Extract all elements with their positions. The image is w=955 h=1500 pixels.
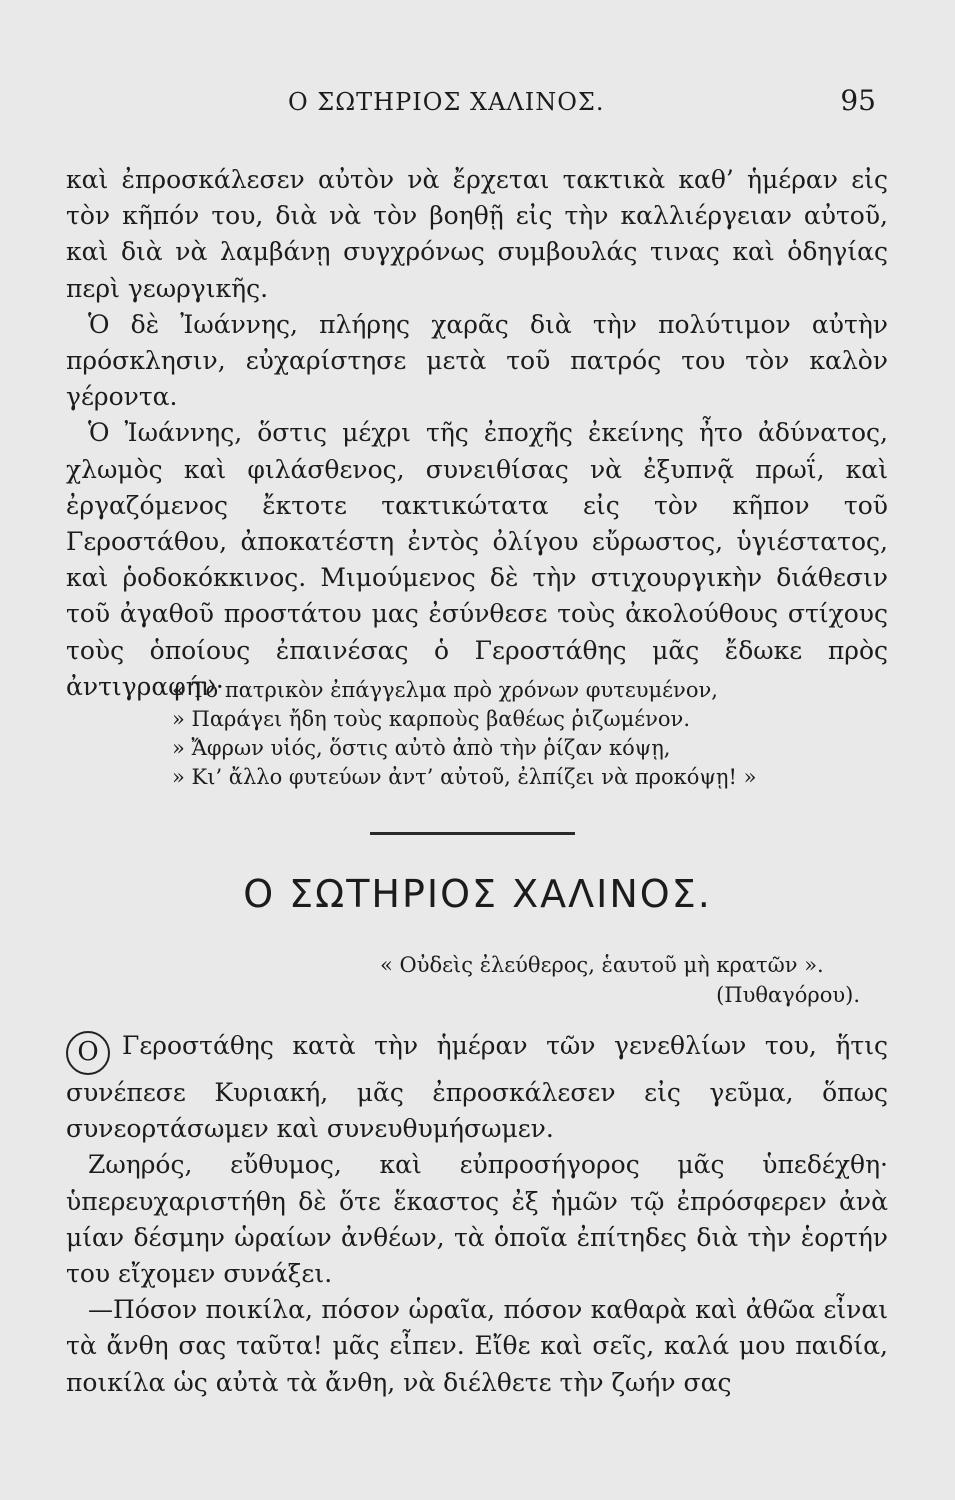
verse-line: » Κι’ ἄλλο φυτεύων ἀντ’ αὐτοῦ, ἐλπίζει νὰ προκόψῃ! » <box>172 765 757 789</box>
page-header <box>68 82 876 122</box>
paragraph-welcome: Ζωηρός, εὔθυμος, καὶ εὐπροσήγορος μᾶς ὑπεδέχθη· ὑπερευχαριστήθη δὲ ὅτε ἕκαστος ἐξ ἡμῶν τῷ ἐπρόσφερεν ἀνὰ μίαν δέσμην ὡραίων ἀνθέων, τὰ ὁποῖα ἐπίτηδες διὰ τὴν ἑορτήν του εἴχομεν συνάξει. <box>66 1150 888 1289</box>
paragraph-gratitude: Ὁ δὲ Ἰωάννης, πλήρης χαρᾶς διὰ τὴν πολύτιμον αὐτὴν πρόσκλησιν, εὐχαρίστησε μετὰ τοῦ πατρός του τὸν καλὸν γέροντα. <box>66 309 888 412</box>
drop-cap: Ο <box>66 1031 110 1075</box>
section-divider <box>370 832 575 835</box>
chapter-title: Ο ΣΩΤΗΡΙΟΣ ΧΑΛΙΝΟΣ. <box>243 872 712 916</box>
paragraph-birthday-text: Γεροστάθης κατὰ τὴν ἡμέραν τῶν γενεθλίων του, ἥτις συνέπεσε Κυριακή, μᾶς ἐπροσκάλεσεν εἰς γεῦμα, ὅπως συνεορτάσωμεν καὶ συνευθυμήσωμεν. <box>66 1031 888 1144</box>
epigraph-source: (Πυθαγόρου). <box>716 983 860 1007</box>
verse-line: « Τὸ πατρικὸν ἐπάγγελμα πρὸ χρόνων φυτευμένον, <box>172 678 718 702</box>
running-title: Ο ΣΩΤΗΡΙΟΣ ΧΑΛΙΝΟΣ. <box>288 88 605 116</box>
epigraph <box>380 950 860 1010</box>
verse-line: » Ἄφρων υἱός, ὅστις αὐτὸ ἀπὸ τὴν ῥίζαν κόψῃ, <box>172 736 671 760</box>
paragraph-ioannis: Ὁ Ἰωάννης, ὅστις μέχρι τῆς ἐποχῆς ἐκείνης ἦτο ἀδύνατος, χλωμὸς καὶ φιλάσθενος, συνειθίσας νὰ ἐξυπνᾷ πρωΐ, καὶ ἐργαζόμενος ἔκτοτε τακτικώτατα εἰς τὸν κῆπον τοῦ Γεροστάθου, ἀποκατέστη ἐντὸς ὀλίγου εὔρωστος, ὑγιέστατος, καὶ ῥοδοκόκκινος. Μιμούμενος δὲ τὴν στιχουργικὴν διάθεσιν τοῦ ἀγαθοῦ προστάτου μας ἐσύνθεσε τοὺς ἀκολούθους στίχους τοὺς ὁποίους ἐπαινέσας ὁ Γεροστάθης μᾶς ἔδωκε πρὸς ἀντιγραφήν· <box>66 418 888 701</box>
paragraph-flowers-speech: —Πόσον ποικίλα, πόσον ὡραῖα, πόσον καθαρὰ καὶ ἀθῶα εἶναι τὰ ἄνθη σας ταῦτα! μᾶς εἶπεν. Εἴθε καὶ σεῖς, καλά μου παιδία, ποικίλα ὡς αὐτὰ τὰ ἄνθη, νὰ διέλθετε τὴν ζωήν σας <box>66 1295 888 1397</box>
page-number: 95 <box>840 84 876 117</box>
verse-line: » Παράγει ἤδη τοὺς καρποὺς βαθέως ῥιζωμένον. <box>172 707 690 731</box>
paragraph-invitation: καὶ ἐπροσκάλεσεν αὐτὸν νὰ ἔρχεται τακτικὰ καθ’ ἡμέραν εἰς τὸν κῆπόν του, διὰ νὰ τὸν βοηθῇ εἰς τὴν καλλιέργειαν αὐτοῦ, καὶ διὰ νὰ λαμβάνῃ συγχρόνως συμβουλάς τινας καὶ ὁδηγίας περὶ γεωργικῆς. <box>66 165 888 303</box>
poem-verses <box>172 676 852 792</box>
paragraph-birthday <box>66 1028 888 1147</box>
section-one-text <box>66 162 888 705</box>
section-two-text <box>66 1028 888 1401</box>
epigraph-quote: « Οὐδεὶς ἐλεύθερος, ἑαυτοῦ μὴ κρατῶν ». <box>380 953 824 977</box>
